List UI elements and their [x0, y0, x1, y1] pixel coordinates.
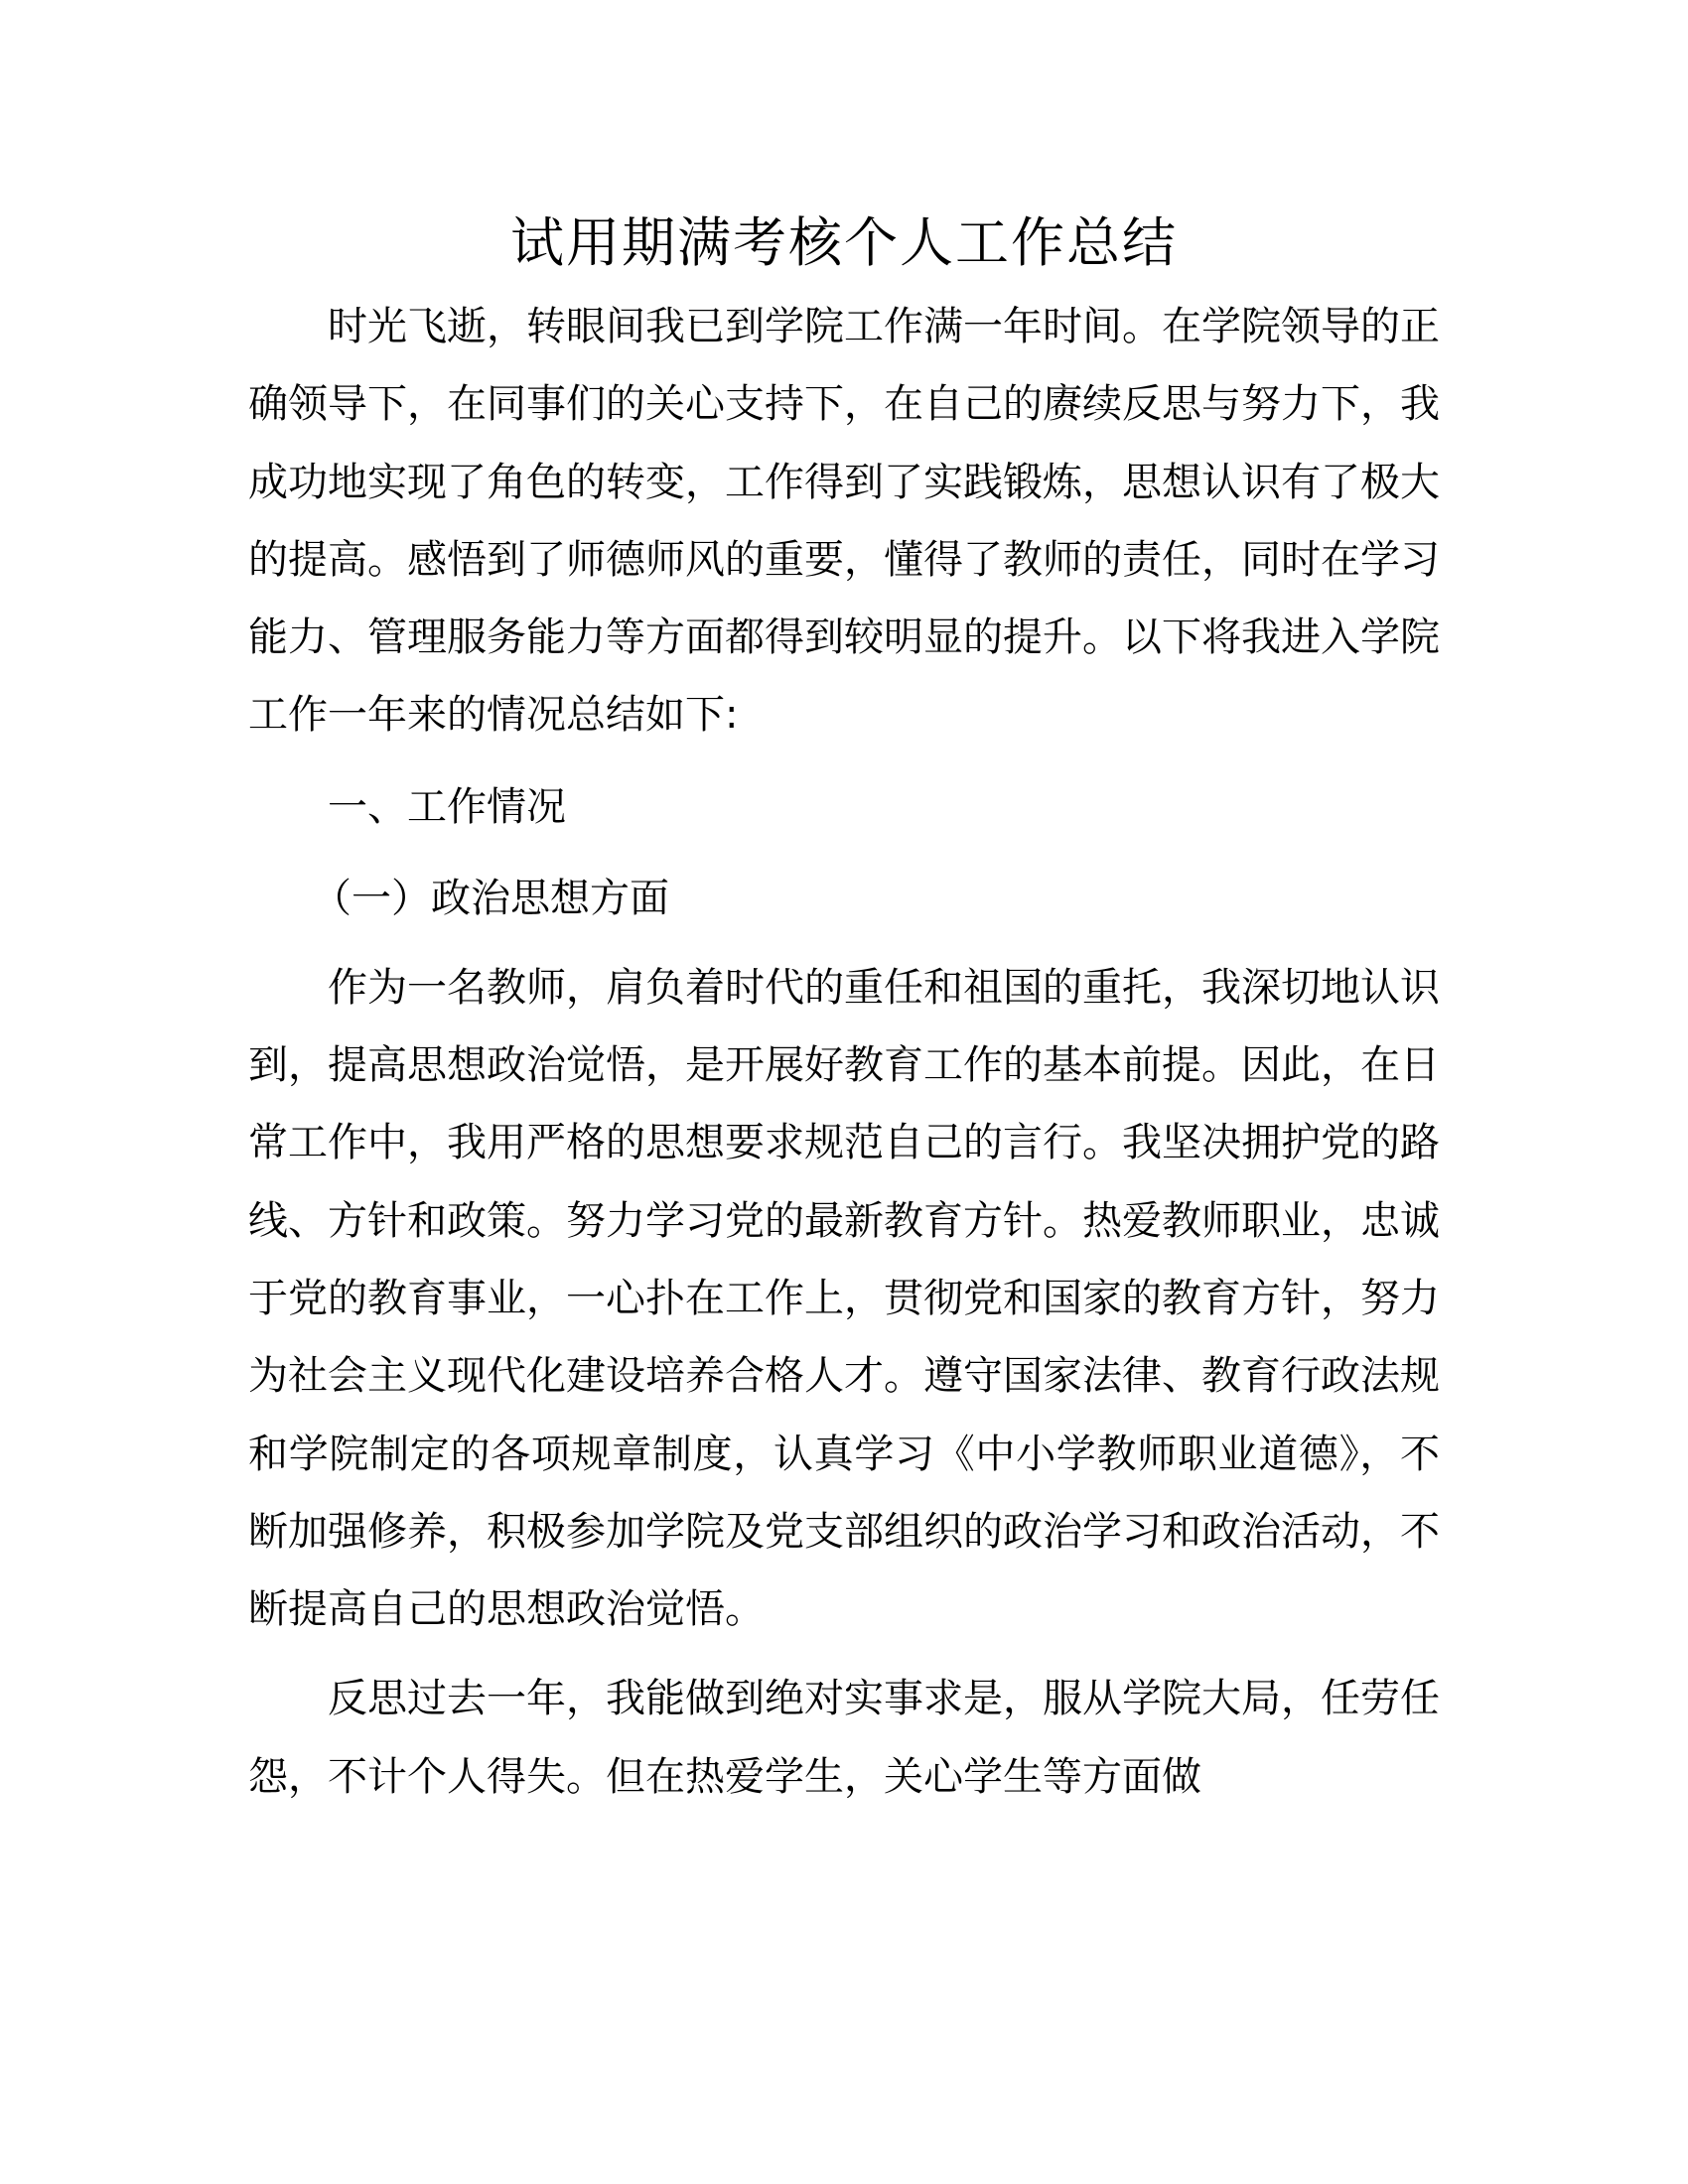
subsection-heading-political-thought: （一）政治思想方面	[312, 875, 669, 921]
paragraph-intro: 时光飞逝，转眼间我已到学院工作满一年时间。在学院领导的正确领导下，在同事们的关心支持下，在自己的赓续反思与努力下，我成功地实现了角色的转变，工作得到了实践锻炼，思想认识有了极大的提高。感悟到了师德师风的重要，懂得了教师的责任，同时在学习能力、管理服务能力等方面都得到较明显的提升。以下将我进入学院工作一年来的情况总结如下:	[248, 304, 1440, 739]
paragraph-political-thought: 作为一名教师，肩负着时代的重任和祖国的重托，我深切地认识到，提高思想政治觉悟，是开展好教育工作的基本前提。因此，在日常工作中，我用严格的思想要求规范自己的言行。我坚决拥护党的路线、方针和政策。努力学习党的最新教育方针。热爱教师职业，忠诚于党的教育事业，一心扑在工作上，贯彻党和国家的教育方针，努力为社会主义现代化建设培养合格人才。遵守国家法律、教育行政法规和学院制定的各项规章制度，认真学习《中小学教师职业道德》，不断加强修养，积极参加学院及党支部组织的政治学习和政治活动，不断提高自己的思想政治觉悟。	[248, 964, 1440, 1633]
section-heading-work-situation: 一、工作情况	[328, 783, 566, 830]
document-title: 试用期满考核个人工作总结	[510, 211, 1178, 274]
document-body	[248, 199, 1440, 1816]
paragraph-reflection: 反思过去一年，我能做到绝对实事求是，服从学院大局，任劳任怨，不计个人得失。但在热爱学生，关心学生等方面做	[248, 1676, 1440, 1800]
